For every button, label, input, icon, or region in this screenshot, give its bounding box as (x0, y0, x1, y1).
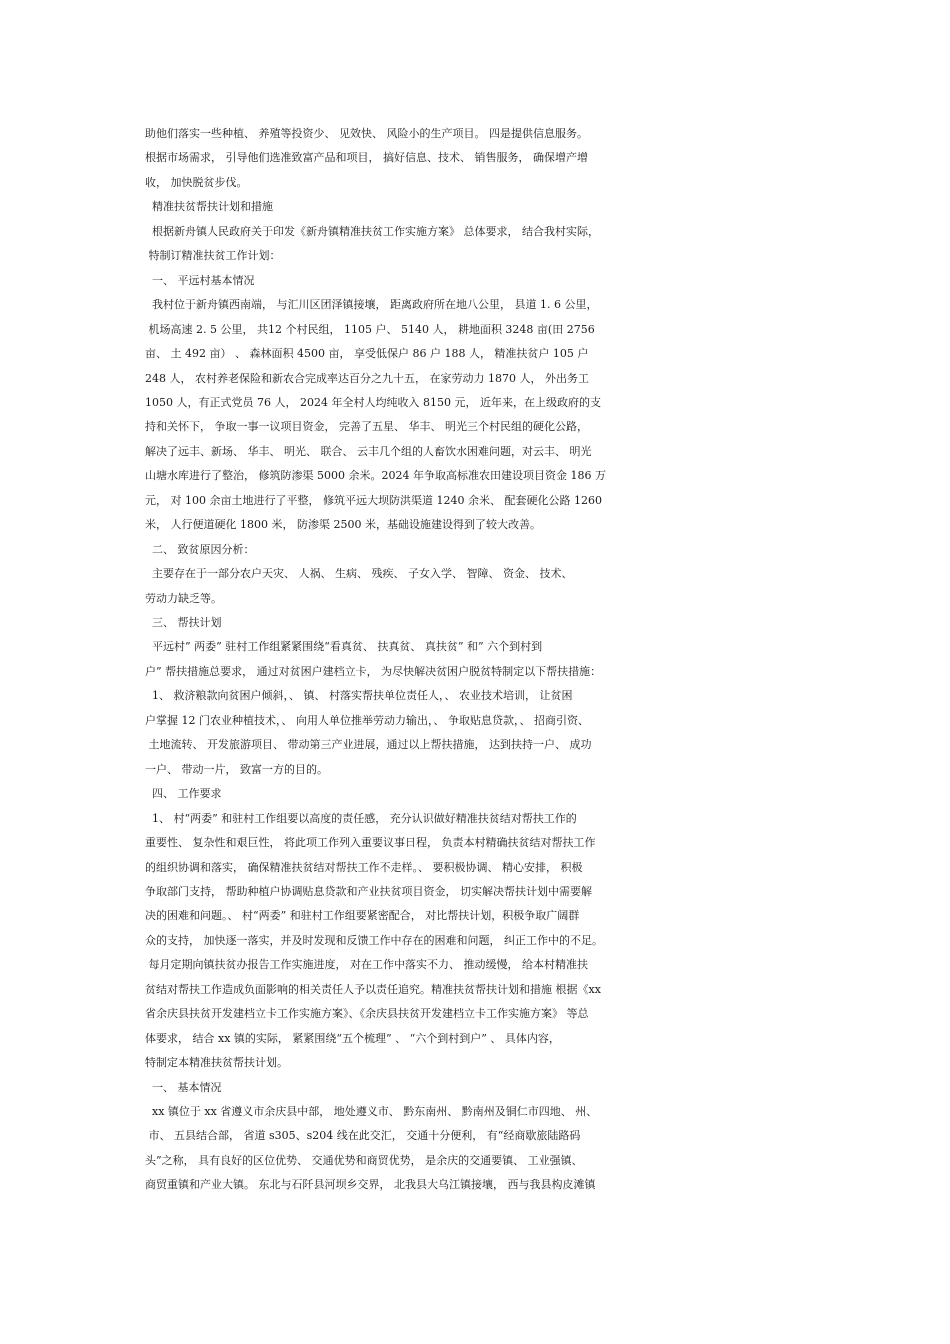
text-line: 一、 平远村基本情况 (145, 273, 255, 287)
text-line: 户” 帮扶措施总要求， 通过对贫困户建档立卡， 为尽快解决贫困户脱贫特制定以下帮扶措施： (145, 664, 602, 678)
text-line: 劳动力缺乏等。 (145, 591, 222, 605)
text-line: 重要性、 复杂性和艰巨性， 将此项工作列入重要议事日程， 负责本村精确扶贫结对帮扶工作 (145, 836, 596, 849)
text-line: 助他们落实一些种植、 养殖等投资少、 见效快、 风险小的生产项目。 四是提供信息服务。 (145, 127, 588, 140)
text-line: 特制订精准扶贫工作计划： (145, 249, 281, 263)
text-line: 248 人， 农村养老保险和新农合完成率达百分之九十五， 在家劳动力 1870 人， 外出务工 (145, 371, 589, 385)
text-line: 一、 基本情况 (145, 1080, 222, 1094)
text-line: 户掌握 12 门农业种植技术，、 向用人单位推举劳动力输出，、 争取贴息贷款，、 招商引资、 (145, 713, 589, 727)
text-line: 头”之称， 具有良好的区位优势、 交通优势和商贸优势， 是余庆的交通要镇、 工业强镇、 (145, 1153, 583, 1167)
text-line: 元， 对 100 余亩土地进行了平整， 修筑平远大坝防洪渠道 1240 余米、 配套硬化公路 1260 (145, 493, 602, 507)
text-line: 平远村” 两委” 驻村工作组紧紧围绕“看真贫、 扶真贫、 真扶贫” 和” 六个到村到 (145, 640, 543, 654)
text-line: 体要求， 结合 xx 镇的实际， 紧紧围绕“五个梳理” 、 “六个到村到户” 、 具体内容， (145, 1031, 560, 1045)
text-line: 持和关怀下， 争取一事一议项目资金， 完善了五星、 华丰、 明光三个村民组的硬化公路， (145, 420, 588, 434)
text-line: xx 镇位于 xx 省遵义市余庆县中部， 地处遵义市、 黔东南州、 黔南州及铜仁市四地、 州、 (145, 1105, 598, 1118)
text-line: 1、 救济粮款向贫困户倾斜，、 镇、 村落实帮扶单位责任人，、 农业技术培训， 让贫困 (145, 689, 573, 703)
text-line: 精准扶贫帮扶计划和措施 (145, 200, 273, 214)
text-line: 二、 致贫原因分析： (145, 542, 255, 556)
text-line: 三、 帮扶计划 (145, 616, 222, 629)
text-line: 米， 人行便道硬化 1800 米， 防渗渠 2500 米，基础设施建设得到了较大改善。 (145, 518, 541, 532)
text-line: 土地流转、 开发旅游项目、 带动第三产业进展，通过以上帮扶措施， 达到扶持一户、 成功 (145, 738, 592, 752)
text-line: 机场高速 2. 5 公里， 共12 个村民组， 1105 户、 5140 人， 耕地面积 3248 亩(田 2756 (145, 322, 595, 336)
text-line: 山塘水库进行了整治， 修筑防渗渠 5000 余米。2024 年争取高标准农田建设项目资金 186 万 (145, 469, 606, 483)
text-line: 每月定期向镇扶贫办报告工作实施进度， 对在工作中落实不力、 推动缓慢， 给本村精准扶 (145, 958, 588, 972)
text-line: 争取部门支持， 帮助种植户协调贴息贷款和产业扶贫项目资金， 切实解决帮扶计划中需要解 (145, 884, 592, 898)
text-line: 根据新舟镇人民政府关于印发《新舟镇精准扶贫工作实施方案》 总体要求， 结合我村实际， (145, 224, 599, 238)
text-line: 省余庆县扶贫开发建档立卡工作实施方案》、《余庆县扶贫开发建档立卡工作实施方案》 等总 (145, 1007, 589, 1021)
text-line: 一户、 带动一片， 致富一方的目的。 (145, 762, 328, 776)
text-line: 收， 加快脱贫步伐。 (145, 175, 248, 189)
text-line: 四、 工作要求 (145, 787, 222, 801)
text-line: 的组织协调和落实， 确保精准扶贫结对帮扶工作不走样。、 要积极协调、 精心安排， 积极 (145, 860, 583, 874)
text-line: 1050 人，有正式党员 76 人， 2024 年全村人均纯收入 8150 元， 近年来，在上级政府的支 (145, 395, 601, 409)
text-line: 决的困难和问题。、 村“两委” 和驻村工作组要紧密配合， 对比帮扶计划，积极争取广阔群 (145, 909, 580, 923)
text-line: 我村位于新舟镇西南端， 与汇川区团泽镇接壤， 距离政府所在地八公里， 县道 1. 6 公里， (145, 298, 598, 312)
text-line: 亩、 土 492 亩） 、 森林面积 4500 亩， 享受低保户 86 户 188 人， 精准扶贫户 105 户 (145, 347, 589, 360)
text-line: 解决了远丰、新场、 华丰、 明光、 联合、 云丰几个组的人畜饮水困难问题，对云丰、 明光 (145, 444, 592, 458)
text-line: 特制定本精准扶贫帮扶计划。 (145, 1056, 288, 1070)
text-line: 根据市场需求， 引导他们选准致富产品和项目， 搞好信息、技术、 销售服务， 确保增产增 (145, 151, 588, 165)
text-line: 商贸重镇和产业大镇。 东北与石阡县河坝乡交界， 北我县大乌江镇接壤， 西与我县构皮滩镇 (145, 1178, 596, 1192)
text-line: 主要存在于一部分农户天灾、 人祸、 生病、 残疾、 子女入学、 智障、 资金、 技术、 (145, 567, 573, 581)
text-line: 贫结对帮扶工作造成负面影响的相关责任人予以责任追究。精准扶贫帮扶计划和措施 根据《xx (145, 982, 601, 996)
text-line: 1、 村“两委” 和驻村工作组要以高度的责任感， 充分认识做好精准扶贫结对帮扶工作的 (145, 811, 577, 825)
text-line: 市、 五县结合部， 省道 s305、s204 线在此交汇， 交通十分便利， 有“经商歇旅陆路码 (145, 1129, 581, 1143)
text-line: 众的支持， 加快逐一落实，并及时发现和反馈工作中存在的困难和问题， 纠正工作中的不足。 (145, 933, 603, 947)
